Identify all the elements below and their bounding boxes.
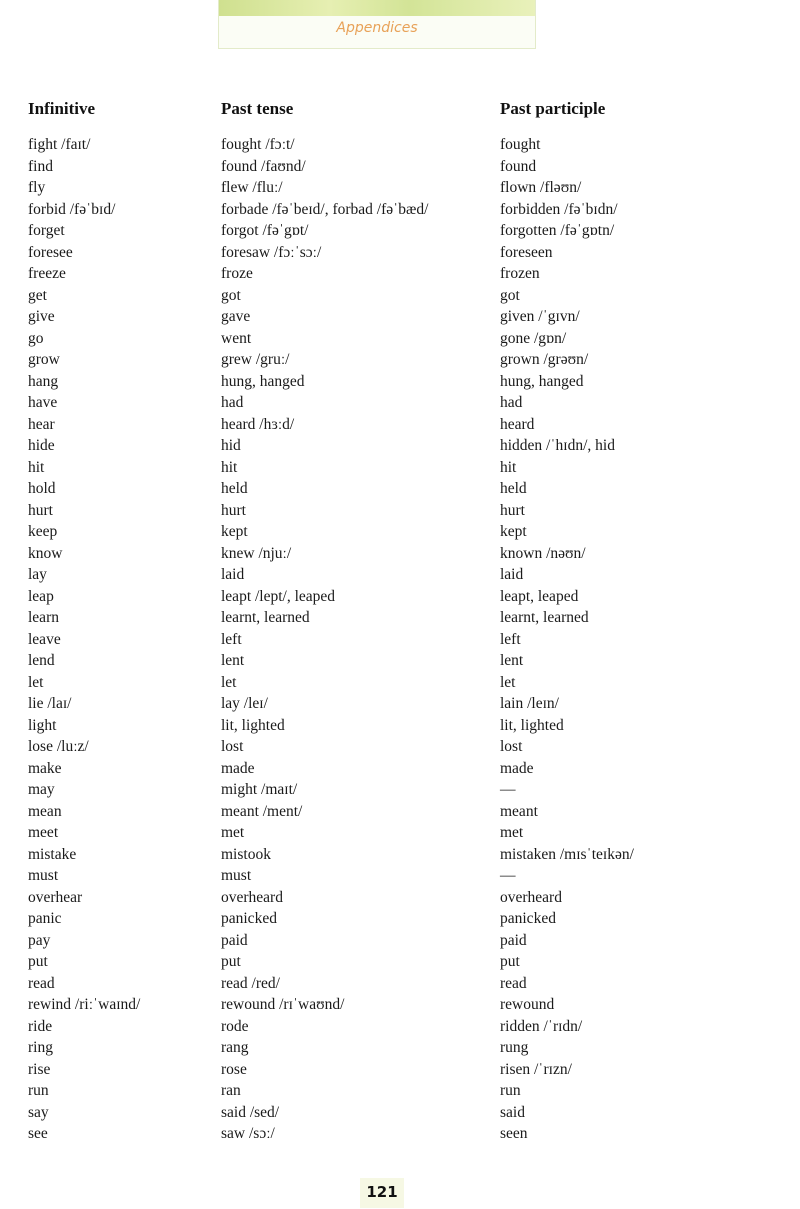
infinitive-cell: run bbox=[28, 1082, 49, 1099]
infinitive-cell: read bbox=[28, 974, 55, 992]
table-row bbox=[0, 758, 800, 780]
table-row bbox=[0, 779, 800, 801]
past-tense-cell: gave bbox=[221, 308, 251, 325]
irregular-verbs-table bbox=[0, 134, 800, 1145]
past-tense-cell: rewound /rɪˈwaʊnd/ bbox=[221, 996, 345, 1013]
table-row bbox=[0, 1080, 800, 1102]
past-tense-cell: must bbox=[221, 867, 252, 884]
infinitive-cell: hang bbox=[28, 372, 59, 390]
past-participle-cell: mistaken /mɪsˈteɪkən/ bbox=[500, 845, 634, 863]
past-tense-cell: meant /ment/ bbox=[221, 802, 303, 820]
past-tense-cell: read /red/ bbox=[221, 974, 280, 992]
infinitive-cell: pay bbox=[28, 931, 51, 949]
table-row bbox=[0, 844, 800, 866]
past-participle-cell: rewound bbox=[500, 996, 555, 1013]
infinitive-cell: may bbox=[28, 781, 55, 798]
table-row bbox=[0, 543, 800, 565]
infinitive-cell: lend bbox=[28, 652, 55, 669]
past-tense-cell: paid bbox=[221, 931, 248, 949]
infinitive-cell: put bbox=[28, 953, 48, 970]
table-row bbox=[0, 564, 800, 586]
infinitive-cell: rewind /riːˈwaɪnd/ bbox=[28, 996, 141, 1013]
past-participle-cell: read bbox=[500, 974, 527, 992]
table-row bbox=[0, 586, 800, 608]
past-tense-cell: hit bbox=[221, 458, 238, 476]
infinitive-cell: hear bbox=[28, 415, 55, 433]
infinitive-cell: overhear bbox=[28, 888, 83, 906]
infinitive-cell: fly bbox=[28, 179, 46, 196]
past-tense-cell: hung, hanged bbox=[221, 372, 305, 390]
table-row bbox=[0, 220, 800, 242]
past-participle-cell: forbidden /fəˈbɪdn/ bbox=[500, 200, 618, 218]
section-header-tab bbox=[218, 0, 536, 49]
infinitive-cell: grow bbox=[28, 351, 60, 368]
past-participle-cell: forgotten /fəˈgɒtn/ bbox=[500, 222, 615, 239]
past-participle-cell: foreseen bbox=[500, 243, 553, 261]
table-row bbox=[0, 951, 800, 973]
past-participle-cell: grown /grəʊn/ bbox=[500, 351, 589, 368]
infinitive-cell: have bbox=[28, 394, 58, 411]
table-row bbox=[0, 930, 800, 952]
table-row bbox=[0, 242, 800, 264]
past-tense-cell: had bbox=[221, 394, 244, 411]
past-tense-cell: put bbox=[221, 953, 241, 970]
table-row bbox=[0, 371, 800, 393]
past-participle-cell: gone /gɒn/ bbox=[500, 329, 567, 347]
past-tense-cell: made bbox=[221, 759, 255, 777]
infinitive-cell: panic bbox=[28, 910, 62, 927]
past-tense-cell: saw /sɔː/ bbox=[221, 1125, 275, 1142]
past-tense-cell: rang bbox=[221, 1039, 249, 1056]
past-tense-cell: heard /hɜːd/ bbox=[221, 415, 295, 433]
table-row bbox=[0, 177, 800, 199]
past-tense-cell: rose bbox=[221, 1060, 247, 1078]
infinitive-cell: freeze bbox=[28, 265, 66, 282]
table-row bbox=[0, 414, 800, 436]
table-row bbox=[0, 887, 800, 909]
past-tense-cell: left bbox=[221, 630, 242, 648]
table-row bbox=[0, 435, 800, 457]
column-header-past-participle: Past participle bbox=[500, 99, 606, 118]
infinitive-cell: see bbox=[28, 1125, 48, 1142]
table-row bbox=[0, 328, 800, 350]
past-tense-cell: lit, lighted bbox=[221, 716, 285, 734]
table-row bbox=[0, 1059, 800, 1081]
table-row bbox=[0, 263, 800, 285]
past-participle-cell: met bbox=[500, 824, 524, 841]
infinitive-cell: ring bbox=[28, 1039, 53, 1056]
section-title: Appendices bbox=[336, 20, 418, 36]
table-row bbox=[0, 973, 800, 995]
past-participle-cell: seen bbox=[500, 1125, 528, 1142]
past-tense-cell: might /maɪt/ bbox=[221, 781, 298, 798]
past-tense-cell: laid bbox=[221, 566, 245, 583]
past-participle-cell: put bbox=[500, 953, 520, 970]
table-row bbox=[0, 1016, 800, 1038]
past-tense-cell: fought /fɔːt/ bbox=[221, 136, 295, 153]
infinitive-cell: get bbox=[28, 286, 47, 304]
infinitive-cell: mistake bbox=[28, 845, 77, 863]
infinitive-cell: hurt bbox=[28, 501, 53, 519]
past-participle-cell: lent bbox=[500, 652, 524, 669]
infinitive-cell: foresee bbox=[28, 243, 73, 261]
past-tense-cell: said /sed/ bbox=[221, 1103, 280, 1121]
table-row bbox=[0, 134, 800, 156]
past-tense-cell: panicked bbox=[221, 910, 277, 927]
past-tense-cell: grew /gruː/ bbox=[221, 351, 290, 368]
past-tense-cell: let bbox=[221, 673, 237, 691]
table-row bbox=[0, 650, 800, 672]
past-tense-cell: went bbox=[221, 329, 252, 347]
past-tense-cell: flew /fluː/ bbox=[221, 179, 283, 196]
table-row bbox=[0, 500, 800, 522]
infinitive-cell: forget bbox=[28, 222, 65, 239]
past-participle-cell: meant bbox=[500, 802, 538, 820]
past-participle-cell: fought bbox=[500, 136, 541, 153]
table-row bbox=[0, 199, 800, 221]
table-row bbox=[0, 1037, 800, 1059]
past-participle-cell: let bbox=[500, 673, 516, 691]
past-participle-cell: lain /leɪn/ bbox=[500, 695, 559, 712]
past-tense-cell: overheard bbox=[221, 888, 283, 906]
infinitive-cell: let bbox=[28, 673, 44, 691]
table-row bbox=[0, 994, 800, 1016]
infinitive-cell: make bbox=[28, 759, 62, 777]
table-row bbox=[0, 156, 800, 178]
past-participle-cell: held bbox=[500, 480, 527, 497]
table-row bbox=[0, 629, 800, 651]
past-participle-cell: — bbox=[500, 781, 516, 798]
past-participle-cell: hit bbox=[500, 458, 517, 476]
table-row bbox=[0, 801, 800, 823]
past-tense-cell: lay /leɪ/ bbox=[221, 695, 268, 712]
infinitive-cell: learn bbox=[28, 609, 59, 626]
table-row bbox=[0, 908, 800, 930]
table-row bbox=[0, 285, 800, 307]
past-participle-cell: laid bbox=[500, 566, 524, 583]
infinitive-cell: must bbox=[28, 867, 59, 884]
past-tense-cell: froze bbox=[221, 265, 253, 282]
past-participle-cell: leapt, leaped bbox=[500, 587, 579, 605]
table-row bbox=[0, 457, 800, 479]
infinitive-cell: light bbox=[28, 716, 57, 734]
page-number: 121 bbox=[360, 1178, 404, 1208]
table-row bbox=[0, 349, 800, 371]
past-tense-cell: kept bbox=[221, 523, 248, 540]
table-row bbox=[0, 822, 800, 844]
infinitive-cell: ride bbox=[28, 1017, 53, 1035]
past-participle-cell: kept bbox=[500, 523, 527, 540]
table-row bbox=[0, 306, 800, 328]
past-participle-cell: hung, hanged bbox=[500, 372, 584, 390]
table-row bbox=[0, 865, 800, 887]
infinitive-cell: say bbox=[28, 1103, 49, 1121]
past-participle-cell: made bbox=[500, 759, 534, 777]
past-participle-cell: flown /fləʊn/ bbox=[500, 179, 582, 196]
past-participle-cell: got bbox=[500, 286, 520, 304]
infinitive-cell: fight /faɪt/ bbox=[28, 136, 91, 153]
past-tense-cell: found /faʊnd/ bbox=[221, 157, 306, 175]
past-participle-cell: overheard bbox=[500, 888, 562, 906]
past-participle-cell: found bbox=[500, 157, 537, 175]
past-tense-cell: rode bbox=[221, 1017, 249, 1035]
past-tense-cell: forbade /fəˈbeɪd/, forbad /fəˈbæd/ bbox=[221, 200, 429, 218]
past-participle-cell: hidden /ˈhɪdn/, hid bbox=[500, 437, 615, 454]
infinitive-cell: hold bbox=[28, 480, 56, 497]
infinitive-cell: lie /laɪ/ bbox=[28, 695, 72, 712]
table-row bbox=[0, 607, 800, 629]
infinitive-cell: know bbox=[28, 544, 63, 562]
past-tense-cell: hid bbox=[221, 437, 241, 454]
past-tense-cell: leapt /lept/, leaped bbox=[221, 587, 336, 605]
past-participle-cell: panicked bbox=[500, 910, 556, 927]
infinitive-cell: give bbox=[28, 308, 55, 325]
table-row bbox=[0, 715, 800, 737]
past-tense-cell: held bbox=[221, 480, 248, 497]
infinitive-cell: lose /luːz/ bbox=[28, 738, 89, 755]
table-row bbox=[0, 1123, 800, 1145]
column-header-past-tense: Past tense bbox=[221, 99, 294, 118]
past-participle-cell: lost bbox=[500, 738, 523, 755]
infinitive-cell: rise bbox=[28, 1060, 51, 1078]
past-participle-cell: known /nəʊn/ bbox=[500, 544, 586, 562]
past-tense-cell: lost bbox=[221, 738, 244, 755]
past-participle-cell: left bbox=[500, 630, 521, 648]
past-tense-cell: met bbox=[221, 824, 245, 841]
infinitive-cell: meet bbox=[28, 824, 59, 841]
table-row bbox=[0, 672, 800, 694]
table-row bbox=[0, 736, 800, 758]
past-participle-cell: had bbox=[500, 394, 523, 411]
column-header-infinitive: Infinitive bbox=[28, 99, 96, 118]
past-tense-cell: lent bbox=[221, 652, 245, 669]
past-participle-cell: paid bbox=[500, 931, 527, 949]
past-participle-cell: learnt, learned bbox=[500, 609, 589, 626]
infinitive-cell: hide bbox=[28, 437, 55, 454]
past-participle-cell: ridden /ˈrɪdn/ bbox=[500, 1017, 583, 1035]
infinitive-cell: forbid /fəˈbɪd/ bbox=[28, 200, 116, 218]
infinitive-cell: keep bbox=[28, 523, 58, 540]
past-tense-cell: learnt, learned bbox=[221, 609, 310, 626]
past-participle-cell: run bbox=[500, 1082, 521, 1099]
past-tense-cell: knew /njuː/ bbox=[221, 544, 292, 562]
header-decorative-strip bbox=[219, 0, 535, 16]
table-row bbox=[0, 392, 800, 414]
past-tense-cell: forgot /fəˈgɒt/ bbox=[221, 222, 309, 239]
table-row bbox=[0, 693, 800, 715]
infinitive-cell: find bbox=[28, 157, 53, 175]
past-participle-cell: rung bbox=[500, 1039, 529, 1056]
past-participle-cell: said bbox=[500, 1103, 525, 1121]
infinitive-cell: leave bbox=[28, 630, 61, 648]
past-tense-cell: mistook bbox=[221, 845, 271, 863]
table-row bbox=[0, 478, 800, 500]
past-participle-cell: given /ˈgɪvn/ bbox=[500, 308, 580, 325]
infinitive-cell: hit bbox=[28, 458, 45, 476]
past-tense-cell: hurt bbox=[221, 501, 246, 519]
past-tense-cell: got bbox=[221, 286, 241, 304]
infinitive-cell: mean bbox=[28, 802, 62, 820]
past-participle-cell: lit, lighted bbox=[500, 716, 564, 734]
past-participle-cell: heard bbox=[500, 415, 535, 433]
past-participle-cell: risen /ˈrɪzn/ bbox=[500, 1060, 572, 1078]
past-participle-cell: frozen bbox=[500, 265, 540, 282]
past-tense-cell: foresaw /fɔːˈsɔː/ bbox=[221, 243, 322, 261]
past-participle-cell: — bbox=[500, 867, 516, 884]
table-row bbox=[0, 1102, 800, 1124]
infinitive-cell: leap bbox=[28, 587, 54, 605]
past-tense-cell: ran bbox=[221, 1082, 241, 1099]
table-row bbox=[0, 521, 800, 543]
past-participle-cell: hurt bbox=[500, 501, 525, 519]
infinitive-cell: go bbox=[28, 329, 44, 347]
infinitive-cell: lay bbox=[28, 566, 47, 583]
